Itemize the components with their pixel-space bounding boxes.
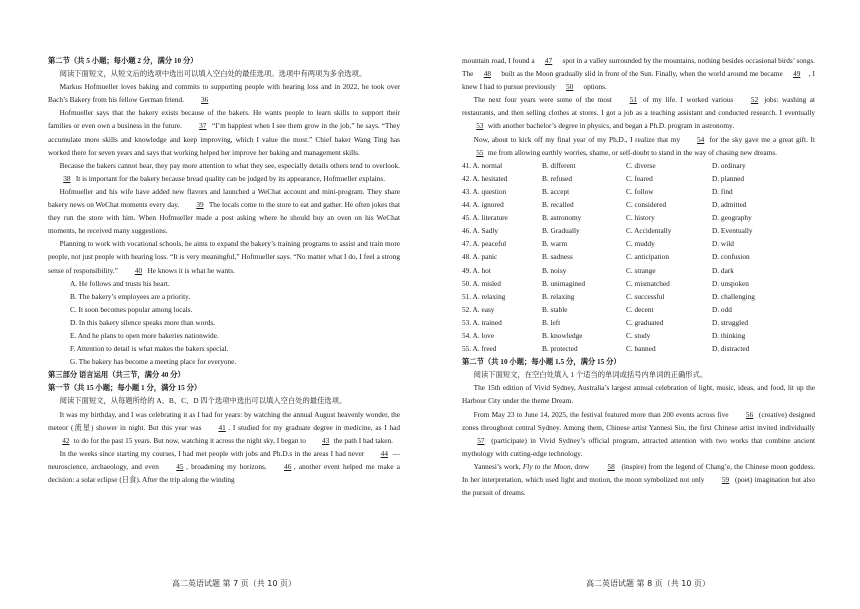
answer-blank[interactable]: 40	[134, 265, 143, 275]
choice-row: 45. A. literature B. astronomy C. history D. geography	[462, 213, 752, 223]
option-item: G. The bakery has become a meeting place for everyone.	[70, 357, 237, 367]
option-item: E. And he plans to open more bakeries nationwide.	[70, 330, 219, 340]
answer-blank[interactable]: 59	[721, 475, 730, 484]
answer-blank[interactable]: 52	[750, 95, 759, 105]
choice-row: 52. A. easy B. stable C. decent D. odd	[462, 304, 732, 314]
option-item: B. The bakery’s employees are a priority.	[70, 291, 191, 301]
cloze-paragraph: It was my birthday, and I was celebrating it as I had for years: by watching the annual August heavenly wonder, the meteor (流星) shower in night. But this year was 41 . I studied for my graduate degree in medicine, as I had 42 to do for the past 15 years. But now, watching it across the night sky, I began to 43 the path I had taken.	[48, 408, 400, 447]
choice-row: 49. A. hot B. noisy C. strange D. dark	[462, 265, 734, 275]
section2-instruction: 阅读下面短文，从短文后的选项中选出可以填入空白处的最佳选项。选项中有两项为多余选项。	[59, 69, 367, 79]
passage-paragraph: Markus Hofmueller loves baking and commits to supporting people with hearing loss and in 2022, he took over Bach’s Bakery from his fellow German friend. 36	[48, 80, 400, 106]
answer-blank[interactable]: 51	[629, 95, 637, 105]
cloze-paragraph: Now, about to kick off my final year of my Ph.D., I realize that my 54 for the sky gave me a great gift. It 55 me from allowing earthly worries, shame, or self-doubt to stand in the way of chasing new dreams.	[462, 133, 815, 159]
choice-row: 42. A. hesitated B. refused C. feared D. planned	[462, 173, 745, 183]
page-footer: 高二英语试题 第 8 页（共 10 页）	[586, 579, 710, 588]
choice-row: 50. A. misled B. unimagined C. mismatched D. unspoken	[462, 278, 749, 288]
choice-row: 54. A. love B. knowledge C. study D. thinking	[462, 330, 746, 340]
answer-blank[interactable]: 42	[62, 435, 70, 445]
options-list	[48, 277, 400, 369]
answer-blank[interactable]: 37	[199, 121, 207, 131]
work-title: Fly to the Moon	[522, 461, 571, 471]
part3-section1-instruction: 阅读下面短文，从每题所给的 A、B、C、D 四个选项中选出可以填入空白处的最佳选项。	[59, 396, 347, 406]
grammar-paragraph: From May 23 to June 14, 2025, the festival featured more than 200 events across five 56 (creative) designed zones throughout central Sydney. Among them, Chinese artist Yannesi Siu, the first Chinese artist invited individually 57 (participate) in Vivid Sydney’s official program, attracted attention with two works that combine ancient mythology with cutting-edge technology.	[462, 409, 815, 458]
passage-paragraph: Because the bakers cannot hear, they pay more attention to what they see, especially details others tend to overlook. 38 It is important for the bakery because bread quality can be judged by its appearance, Hofmueller explains.	[48, 159, 400, 185]
answer-blank[interactable]: 57	[477, 435, 485, 445]
choices-table	[462, 159, 815, 355]
left-exam-page	[48, 54, 400, 486]
cloze-paragraph: mountain road, I found a 47 spot in a valley surrounded by the mountains, nothing besides occasional birds’ songs. The 48 built as the Moon gradually slid in front of the Sun. Finally, when the world around me became 49 , I knew I had to pursue previously 50 options.	[462, 54, 815, 93]
answer-blank[interactable]: 43	[321, 435, 330, 445]
choice-row: 55. A. freed B. protected C. banned D. distracted	[462, 344, 750, 354]
choice-row: 53. A. trained B. left C. graduated D. struggled	[462, 317, 749, 327]
answer-blank[interactable]: 54	[696, 134, 705, 144]
grammar-paragraph: Yannesi’s work, Fly to the Moon, drew 58 (inspire) from the legend of Chang’e, the Chinese moon goddess. In her interpretation, which used light and motion, the moon symbolized not only 59 (poet) imagination but also the pursuit of dreams.	[462, 461, 816, 498]
grammar-paragraph: The 15th edition of Vivid Sydney, Australia’s largest annual celebration of light, music, ideas, and food, lit up the Harbour City under the theme Dream.	[462, 383, 815, 406]
right-exam-page	[462, 54, 815, 499]
section2-heading: 第二节（共 10 小题；每小题 1.5 分，满分 15 分）	[462, 357, 621, 367]
answer-blank[interactable]: 38	[63, 173, 71, 183]
answer-blank[interactable]: 44	[380, 448, 388, 458]
answer-blank[interactable]: 46	[284, 461, 292, 471]
passage-paragraph: Hofmueller says that the bakery exists because of the bakers. He wants people to learn skills to support their families or even own a business in the future. 37 “I’m happiest when I see them grow in the job,” he says. “They accumulate more skills and knowledge and keep improving, which I value the most.” Chief baker Wang Ting has worked there for seven years and says that working helped her improve her baking and management skills.	[48, 108, 401, 157]
choice-row: 44. A. ignored B. recalled C. considered D. admitted	[462, 200, 747, 210]
part3-heading: 第三部分 语言运用（共三节，满分 40 分）	[48, 370, 185, 380]
answer-blank[interactable]: 48	[483, 69, 492, 79]
answer-blank[interactable]: 39	[196, 200, 204, 210]
answer-blank[interactable]: 41	[218, 422, 226, 432]
answer-blank[interactable]: 45	[176, 461, 184, 471]
choice-row: 46. A. Sadly B. Gradually C. Accidentally D. Eventually	[462, 226, 753, 236]
answer-blank[interactable]: 47	[544, 56, 553, 65]
answer-blank[interactable]: 58	[607, 461, 615, 471]
choice-row: 51. A. relaxing B. relaxing C. successful D. challenging	[462, 291, 755, 301]
option-item: D. In this bakery silence speaks more than words.	[70, 317, 216, 327]
cloze-paragraph: In the weeks since starting my courses, I had met people with jobs and Ph.D.s in the areas I had never 44 — neuroscience, archaeology, and even 45 , broadening my horizons. 46 , another event helped me make a decision: a solar eclipse (日食). After the trip along the winding	[48, 448, 401, 484]
cloze-paragraph: The next four years were some of the most 51 of my life. I worked various 52 jobs: washing at restaurants, and then selling clothes at stores. I got a job as a teaching assistant and conducted research. I eventually 53 with another bachelor’s degree in physics, and began a Ph.D. program in astronomy.	[462, 93, 815, 132]
page-footer: 高二英语试题 第 7 页（共 10 页）	[172, 579, 296, 588]
answer-blank[interactable]: 55	[476, 147, 484, 157]
answer-blank[interactable]: 53	[476, 121, 484, 131]
answer-blank[interactable]: 50	[566, 82, 574, 92]
answer-blank[interactable]: 36	[200, 95, 209, 105]
option-item: F. Attention to detail is what makes the bakers special.	[70, 344, 229, 354]
answer-blank[interactable]: 56	[745, 409, 754, 419]
answer-blank[interactable]: 49	[793, 69, 801, 79]
part3-section1-heading: 第一节（共 15 小题；每小题 1 分，满分 15 分）	[48, 383, 202, 393]
option-item: C. It soon becomes popular among locals.	[70, 304, 193, 314]
passage-paragraph: Planning to work with vocational schools, he aims to expand the bakery’s training programs to assist and train more people, not just people with hearing loss. “It is very meaningful,” Hofmueller says. “No matter what I do, I feel a strong sense of responsibility.” 40 He knows it is what he wants.	[48, 237, 400, 276]
option-item: A. He follows and trusts his heart.	[70, 278, 170, 288]
section2-heading: 第二节（共 5 小题；每小题 2 分，满分 10 分）	[48, 56, 198, 65]
section2-instruction: 阅读下面短文，在空白处填入 1 个适当的单词或括号内单词的正确形式。	[473, 370, 708, 380]
choice-row: 43. A. question B. accept C. follow D. find	[462, 186, 733, 196]
passage-paragraph: Hofmueller and his wife have added new flavors and launched a WeChat account and mini-program. They share bakery news on WeChat moments every day. 39 The locals come to the store to eat and gather. He often jokes that they run the store with him. When Hofmueller made a post asking where he should buy an oven on his WeChat moments, he received many suggestions.	[48, 186, 400, 236]
choice-row: 48. A. panic B. sadness C. anticipation D. confusion	[462, 252, 750, 262]
choice-row: 47. A. peaceful B. warm C. muddy D. wild	[462, 239, 734, 249]
choice-row: 41. A. normal B. different C. diverse D. ordinary	[462, 160, 746, 170]
